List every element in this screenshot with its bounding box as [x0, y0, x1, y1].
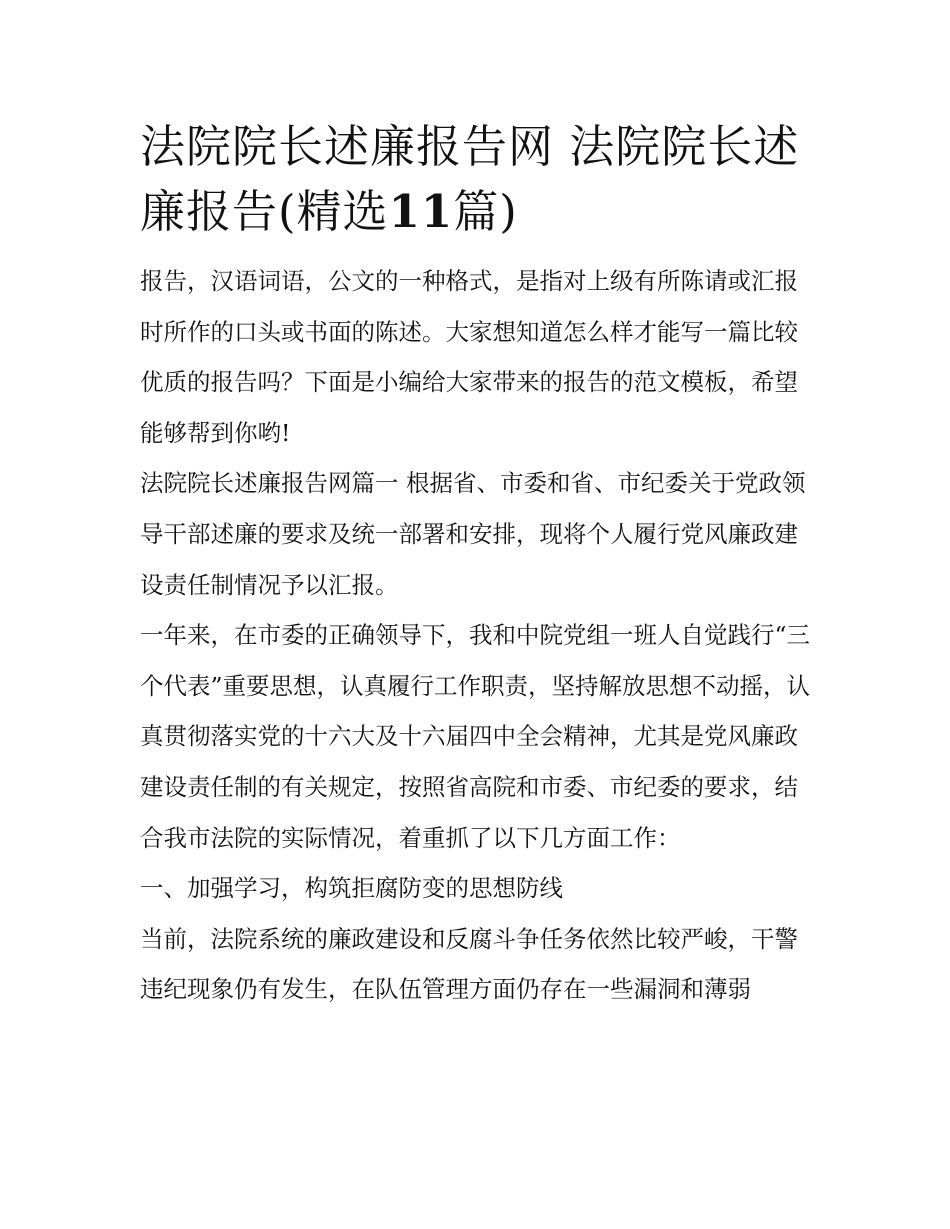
paragraph-current-situation: 当前，法院系统的廉政建设和反腐斗争任务依然比较严峻，干警违纪现象仍有发生，在队伍管理方面仍存在一些漏洞和薄弱 [140, 924, 798, 1004]
paragraph-intro: 报告，汉语词语，公文的一种格式，是指对上级有所陈请或汇报时所作的口头或书面的陈述。大家想知道怎么样才能写一篇比较优质的报告吗？下面是小编给大家带来的报告的范文模板，希望能够帮到你哟! [140, 267, 798, 447]
document-title: 法院院长述廉报告网 法院院长述廉报告(精选11篇) [140, 120, 800, 238]
document-content [140, 114, 816, 1015]
paragraph-year-summary: 一年来，在市委的正确领导下，我和中院党组一班人自觉践行“三个代表”重要思想，认真履行工作职责，坚持解放思想不动摇，认真贯彻落实党的十六大及十六届四中全会精神，尤其是党风廉政建设责任制的有关规定，按照省高院和市委、市纪委的要求，结合我市法院的实际情况，着重抓了以下几方面工作： [140, 621, 811, 852]
paragraph-section-one-opening: 法院院长述廉报告网篇一 根据省、市委和省、市纪委关于党政领导干部述廉的要求及统一部署和安排，现将个人履行党风廉政建设责任制情况予以汇报。 [140, 469, 806, 599]
section-heading-one: 一、加强学习，构筑拒腐防变的思想防线 [140, 874, 563, 903]
document-body [140, 256, 816, 1015]
title-number: 11 [388, 185, 454, 238]
